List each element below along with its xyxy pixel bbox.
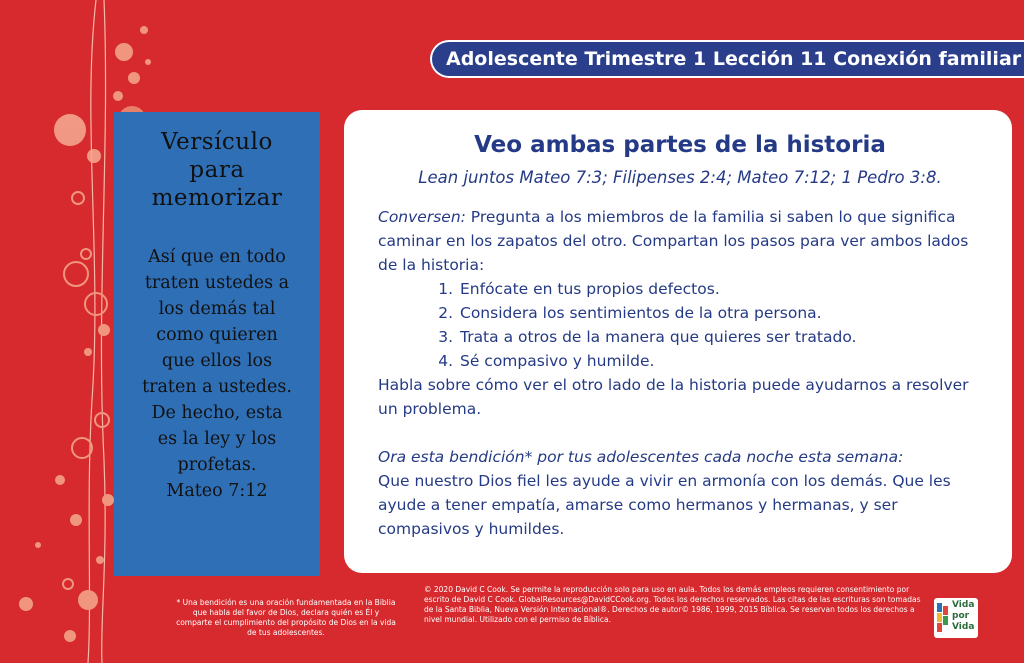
memory-verse-heading-line: Versículo: [161, 129, 273, 155]
memory-verse-heading: [114, 128, 320, 212]
memory-verse-line: los demás tal: [158, 299, 276, 319]
step-item: 1. Enfócate en tus propios defectos.: [458, 277, 982, 301]
memory-verse-heading-line: para: [189, 157, 245, 183]
converse-lead: Conversen:: [378, 208, 466, 226]
memory-verse-line: como quieren: [156, 325, 278, 345]
closing-paragraph: Habla sobre cómo ver el otro lado de la historia puede ayudarnos a resolver un problema.: [378, 376, 969, 418]
memory-verse-reference: Mateo 7:12: [166, 481, 268, 501]
memory-verse-line: traten a ustedes.: [142, 377, 292, 397]
memory-verse-text: [114, 244, 320, 504]
converse-text: Pregunta a los miembros de la familia si saben lo que significa caminar en los zapatos del otro. Compartan los pasos para ver ambos lados de la historia:: [378, 208, 969, 274]
vida-por-vida-logo: [934, 598, 978, 638]
blessing-lead: Ora esta bendición* por tus adolescentes cada noche esta semana:: [378, 448, 904, 466]
memory-verse-line: Así que en todo: [148, 247, 286, 267]
lesson-title: Adolescente Trimestre 1 Lección 11 Conexión familiar: [446, 48, 1022, 70]
lesson-banner: [430, 40, 1024, 78]
memory-verse-line: profetas.: [177, 455, 257, 475]
memory-verse-line: traten ustedes a: [144, 273, 290, 293]
step-item: 4. Sé compasivo y humilde.: [458, 349, 982, 373]
memory-verse-heading-line: memorizar: [151, 185, 283, 211]
logo-text-line: Vida: [952, 600, 975, 610]
logo-mark-icon: [937, 603, 949, 633]
blessing-footnote: * Una bendición es una oración fundamentada en la Biblia que habla del favor de Dios, declara quién es Él y comparte el cumplimiento del propósito de Dios en la vida de tus adolescentes.: [176, 598, 396, 637]
steps-list: [378, 277, 982, 373]
memory-verse-line: es la ley y los: [157, 429, 277, 449]
logo-text-line: por: [952, 611, 970, 621]
memory-verse-panel: [114, 112, 320, 576]
memory-verse-line: De hecho, esta: [151, 403, 283, 423]
copyright-notice: © 2020 David C Cook. Se permite la reproducción solo para uso en aula. Todos los demás empleos requieren consentimiento por escrito de David C Cook. GlobalResources@DavidCCook.org. Todos los derechos reservados. Las citas de las escrituras son tomadas de la Santa Biblia, Nueva Versión Internacional®. Derechos de autor© 1986, 1999, 2015 Bíblica. Se reservan todos los derechos a nivel mundial. Utilizado con el permiso de Bíblica.: [424, 585, 921, 624]
step-item: 2. Considera los sentimientos de la otra persona.: [458, 301, 982, 325]
activity-card: [344, 110, 1012, 573]
logo-text-line: Vida: [952, 622, 975, 632]
activity-body: [378, 205, 982, 541]
activity-title: Veo ambas partes de la historia: [474, 132, 886, 158]
reading-reference: Lean juntos Mateo 7:3; Filipenses 2:4; Mateo 7:12; 1 Pedro 3:8.: [418, 168, 942, 187]
step-item: 3. Trata a otros de la manera que quieres ser tratado.: [458, 325, 982, 349]
converse-paragraph: [378, 205, 982, 277]
memory-verse-line: que ellos los: [161, 351, 273, 371]
blessing-text: Que nuestro Dios fiel les ayude a vivir en armonía con los demás. Que les ayude a tener empatía, amarse como hermanos y hermanas, y ser compasivos y humildes.: [378, 472, 951, 538]
